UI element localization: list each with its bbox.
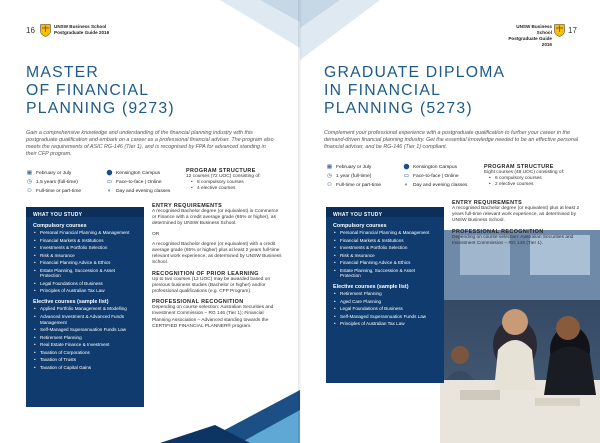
location-pin-icon: ⬤ (403, 164, 410, 170)
list-item: • Risk & Insurance (33, 253, 137, 259)
header-text (500, 24, 552, 48)
structure-intro: 12 courses (72 UOC) consisting of: (186, 174, 261, 179)
fact-value: February or July (336, 165, 372, 170)
what-you-study-box (326, 207, 444, 383)
entry-heading: ENTRY REQUIREMENTS (152, 203, 223, 209)
entry-paragraph: A recognised Bachelor degree (or equivalent) plus at least 2 years full-time relevant work experience, as determined by UNSW Business School. (452, 206, 580, 224)
entry-heading: ENTRY REQUIREMENTS (452, 200, 523, 206)
decorative-shapes-top (150, 0, 300, 60)
structure-item: • 6 compulsory courses (488, 176, 589, 182)
fact-schedule (403, 182, 467, 189)
monitor-icon: ▭ (403, 173, 410, 179)
structure-item: • 8 compulsory courses (190, 180, 286, 186)
structure-intro: Eight courses (48 UOC) consisting of: (484, 170, 565, 175)
structure-item: • 4 elective courses (190, 186, 286, 192)
program-structure (484, 164, 589, 189)
decorative-shapes-top (300, 0, 450, 70)
photo-students-illustration (440, 230, 600, 443)
page-title (26, 64, 175, 118)
list-item: • Applied Portfolio Management & Modelling (33, 306, 137, 312)
professional-text: Depending on course selection: Australian Securities and Investment Commission – RG 146 (Tier 1). (452, 234, 574, 246)
people-icon: ⚇ (27, 188, 32, 194)
compulsory-heading: Compulsory courses (333, 223, 387, 229)
structure-heading: PROGRAM STRUCTURE (484, 164, 554, 170)
list-item: • Taxation of Capital Gains (33, 365, 137, 371)
fact-value: Full-time or part-time (336, 183, 382, 188)
header-school: UNSW Business School (54, 24, 107, 29)
fact-value: Kensington Campus (116, 171, 161, 176)
decorative-shapes-bottom (160, 390, 300, 443)
fact-value: Face-to-face | Online (116, 180, 162, 185)
compulsory-list (333, 230, 437, 279)
title-line: IN FINANCIAL (324, 82, 442, 99)
clock-icon: ◷ (327, 173, 332, 179)
list-item: • Self-Managed Superannuation Funds Law (333, 314, 437, 320)
fact-mode (26, 188, 81, 195)
title-line: GRADUATE DIPLOMA (324, 64, 506, 81)
elective-heading: Elective courses (sample list) (33, 299, 109, 306)
header-school: UNSW Business School (516, 24, 552, 35)
location-pin-icon: ⬤ (106, 170, 113, 176)
clock-icon: ◷ (27, 179, 32, 185)
elective-list (333, 291, 437, 327)
structure-heading: PROGRAM STRUCTURE (186, 168, 256, 174)
list-item: • Advanced Investment & Advanced Funds Management (33, 314, 137, 326)
fact-mode (326, 182, 381, 189)
title-line: MASTER (26, 64, 100, 81)
structure-item: • 2 elective courses (488, 182, 589, 188)
list-item: • Estate Planning, Succession & Asset Protection (33, 268, 137, 280)
calendar-icon: ▦ (26, 170, 33, 176)
list-item: • Taxation of Trusts (33, 357, 137, 363)
requirements-column (152, 203, 282, 334)
list-item: • Investments & Portfolio Selection (333, 245, 437, 251)
intro-text: Complement your professional experience with a postgraduate qualification to further your career in the demand-driven financial planning industry. Get the essential knowledge needed to be an effective personal financial adviser, and be RG-146 (Tier 1) compliant. (324, 130, 579, 150)
fact-value: Day and evening classes (413, 183, 468, 188)
day-night-icon: ◐ (107, 188, 112, 194)
fact-start (326, 164, 371, 171)
professional-heading: PROFESSIONAL RECOGNITION (152, 299, 244, 306)
classroom-photo (440, 230, 600, 443)
intro-text: Gain a comprehensive knowledge and understanding of the financial planning industry with this postgraduate qualification and embark on a career as a professional financial adviser. The program also meets the requirements of ASIC RG-146 (Tier 1), and is recognised by FPA for advanced standing in their CFP program. (26, 130, 274, 157)
compulsory-list (33, 230, 137, 294)
unsw-crest-logo (554, 24, 565, 37)
professional-text: Depending on course selection: Australian Securities and Investment Commission – RG 146 (Tier 1); Financial Planning Association – Advanced standing towards the CERTIFIED FINANCIAL PLANNER® program. (152, 305, 274, 329)
list-item: • Risk & Insurance (333, 253, 437, 259)
fact-campus (106, 170, 160, 177)
what-you-study-box (26, 207, 144, 407)
requirements-column (452, 200, 582, 251)
list-item: • Legal Foundations of Business (33, 281, 137, 287)
calendar-icon: ▦ (326, 164, 333, 170)
list-item: • Principles of Australian Tax Law (333, 321, 437, 327)
list-item: • Financial Markets & Institutions (333, 238, 437, 244)
page-title (324, 64, 505, 118)
monitor-icon: ▭ (106, 179, 113, 185)
fact-value: Full-time or part-time (36, 189, 82, 194)
rpl-heading: RECOGNITION OF PRIOR LEARNING (152, 270, 259, 277)
list-item: • Aged Care Planning (333, 299, 437, 305)
entry-paragraph: A recognised Bachelor degree (or equivalent) with a credit average grade (65% or higher) plus at least 2 years full-time relevant work experience, as determined by UNSW Business School. (152, 241, 282, 266)
list-item: • Retirement Planning (33, 335, 137, 341)
elective-list (33, 306, 137, 370)
list-item: • Principles of Australian Tax Law (33, 288, 137, 294)
list-item: • Real Estate Finance & Investment (33, 342, 137, 348)
fact-duration (26, 179, 78, 186)
entry-or: OR (152, 231, 160, 237)
list-item: • Retirement Planning (333, 291, 437, 297)
page-gutter (298, 0, 302, 443)
fact-delivery (106, 179, 162, 186)
list-item: • Legal Foundations of Business (333, 306, 437, 312)
list-item: • Financial Planning Advice & Ethics (333, 260, 437, 266)
fact-value: 1.5 years (full-time) (36, 180, 78, 185)
fact-delivery (403, 173, 459, 180)
entry-paragraph: A recognised Bachelor degree (or equivalent) in Commerce or Finance with a credit average grade (65% or higher), as determined by UNSW Business School. (152, 209, 279, 227)
header-guide: Postgraduate Guide 2016 (508, 36, 552, 47)
list-item: • Personal Financial Planning & Management (33, 230, 137, 236)
header-guide: Postgraduate Guide 2016 (54, 30, 110, 35)
list-item: • Financial Planning Advice & Ethics (33, 260, 137, 266)
page-number: 16 (26, 26, 35, 35)
list-item: • Investments & Portfolio Selection (33, 245, 137, 251)
right-page (300, 0, 600, 443)
fact-duration (326, 173, 371, 180)
fact-start (26, 170, 71, 177)
box-title: WHAT YOU STUDY (333, 212, 383, 218)
program-structure (186, 168, 286, 193)
day-night-icon: ◐ (404, 182, 409, 188)
fact-value: February or July (36, 171, 72, 176)
title-line: OF FINANCIAL (26, 82, 150, 99)
people-icon: ⚇ (327, 182, 332, 188)
list-item: • Personal Financial Planning & Management (333, 230, 437, 236)
list-item: • Self-Managed Superannuation Funds Law (33, 327, 137, 333)
compulsory-heading: Compulsory courses (33, 223, 87, 229)
fact-schedule (106, 188, 170, 195)
title-line: PLANNING (9273) (26, 100, 175, 117)
fact-value: Kensington Campus (413, 165, 458, 170)
elective-heading: Elective courses (sample list) (333, 284, 409, 291)
fact-campus (403, 164, 457, 171)
title-line: PLANNING (5273) (324, 100, 473, 117)
list-item: • Financial Markets & Institutions (33, 238, 137, 244)
header-text (54, 24, 109, 36)
fact-value: Day and evening classes (116, 189, 171, 194)
fact-value: Face-to-face | Online (413, 174, 459, 179)
list-item: • Taxation of Corporations (33, 350, 137, 356)
box-title: WHAT YOU STUDY (33, 212, 83, 218)
fact-value: 1 year (full-time) (336, 174, 372, 179)
unsw-crest-logo (40, 24, 51, 37)
list-item: • Estate Planning, Succession & Asset Protection (333, 268, 437, 280)
rpl-text: Up to two courses (12 UOC) may be awarded based on previous business studies (Bachelor or higher) and/or professional qualifications (e.g. CFP Program). (152, 276, 271, 295)
page-number: 17 (568, 26, 577, 35)
professional-heading: PROFESSIONAL RECOGNITION (452, 228, 544, 235)
